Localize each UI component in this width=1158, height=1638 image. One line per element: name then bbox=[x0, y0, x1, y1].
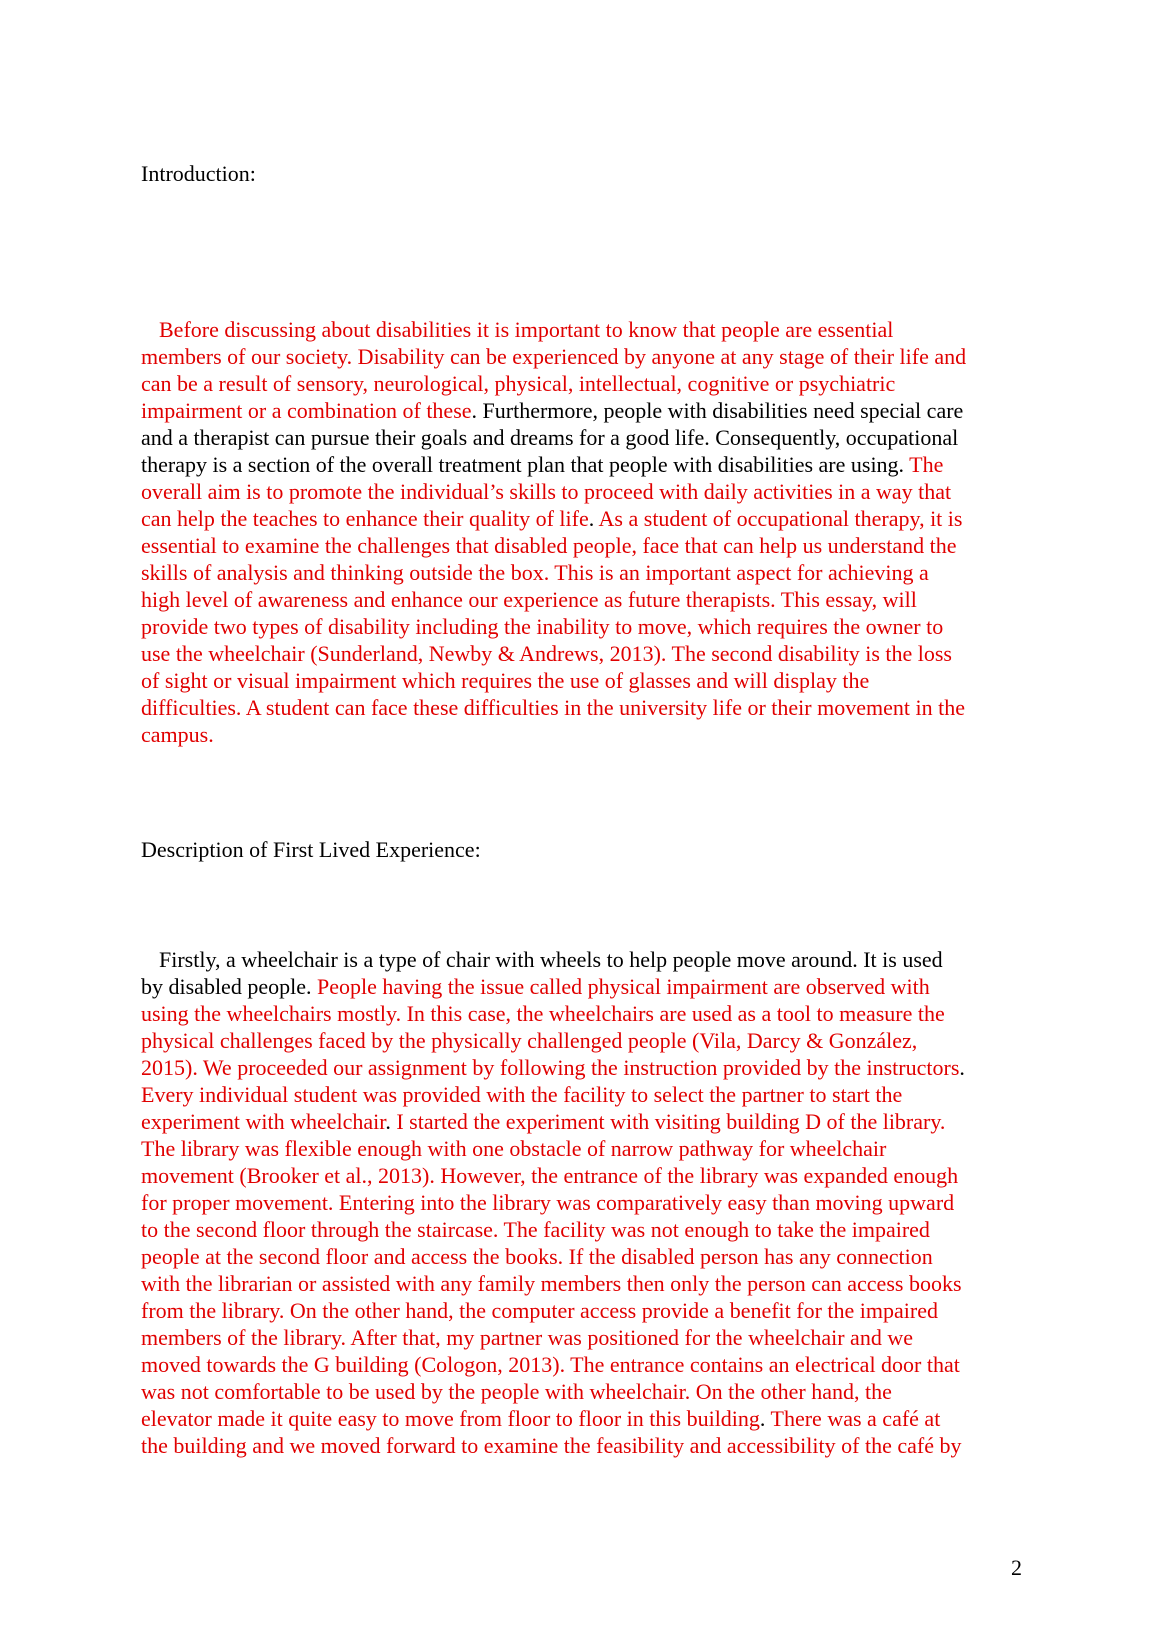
highlighted-text-run: Every individual student was provided with the facility to select the partner to start the bbox=[141, 1082, 903, 1107]
text-run: therapy is a section of the overall treatment plan that people with disabilities are using. bbox=[141, 452, 910, 477]
highlighted-text-run: for proper movement. Entering into the library was comparatively easy than moving upward bbox=[141, 1190, 955, 1215]
highlighted-text-run: moved towards the G building (Cologon, 2013). The entrance contains an electrical door that bbox=[141, 1352, 960, 1377]
highlighted-text-run: elevator made it quite easy to move from floor to floor in this building bbox=[141, 1406, 760, 1431]
highlighted-text-run: from the library. On the other hand, the computer access provide a benefit for the impaired bbox=[141, 1298, 938, 1323]
page-number: 2 bbox=[1011, 1555, 1022, 1580]
highlighted-text-run: using the wheelchairs mostly. In this case, the wheelchairs are used as a tool to measure the bbox=[141, 1001, 945, 1026]
highlighted-text-run: The library was flexible enough with one obstacle of narrow pathway for wheelchair bbox=[141, 1136, 887, 1161]
highlighted-text-run: provide two types of disability including the inability to move, which requires the owner to bbox=[141, 614, 944, 639]
highlighted-text-run: difficulties. A student can face these difficulties in the university life or their movement in the bbox=[141, 695, 965, 720]
highlighted-text-run: movement (Brooker et al., 2013). However, the entrance of the library was expanded enough bbox=[141, 1163, 959, 1188]
text-run: . bbox=[959, 1055, 965, 1080]
text-line bbox=[123, 1108, 1031, 1135]
text-line bbox=[123, 694, 1031, 721]
text-line bbox=[123, 1000, 1031, 1027]
highlighted-text-run: members of our society. Disability can be experienced by anyone at any stage of their life and bbox=[141, 344, 967, 369]
highlighted-text-run: high level of awareness and enhance our experience as future therapists. This essay, will bbox=[141, 587, 917, 612]
text-run: . bbox=[385, 1109, 397, 1134]
highlighted-text-run: There was a café at bbox=[770, 1406, 941, 1431]
highlighted-text-run: the building and we moved forward to examine the feasibility and accessibility of the café by bbox=[141, 1433, 962, 1458]
highlighted-text-run: essential to examine the challenges that disabled people, face that can help us understand the bbox=[141, 533, 957, 558]
text-run: by disabled people. bbox=[141, 974, 317, 999]
text-line bbox=[123, 640, 1031, 667]
text-run: and a therapist can pursue their goals and dreams for a good life. Consequently, occupational bbox=[141, 425, 959, 450]
text-line bbox=[123, 1405, 1031, 1432]
text-line bbox=[123, 1297, 1031, 1324]
highlighted-text-run: As a student of occupational therapy, it is bbox=[598, 506, 963, 531]
highlighted-text-run: use the wheelchair (Sunderland, Newby & Andrews, 2013). The second disability is the loss bbox=[141, 641, 952, 666]
highlighted-text-run: Before discussing about disabilities it is important to know that people are essential bbox=[159, 317, 894, 342]
text-line bbox=[123, 1081, 1031, 1108]
text-line bbox=[123, 613, 1031, 640]
text-line bbox=[123, 586, 1031, 613]
highlighted-text-run: can be a result of sensory, neurological, physical, intellectual, cognitive or psychiatric bbox=[141, 371, 896, 396]
highlighted-text-run: experiment with wheelchair bbox=[141, 1109, 386, 1134]
text-line bbox=[123, 1027, 1031, 1054]
highlighted-text-run: can help the teaches to enhance their quality of life bbox=[141, 506, 589, 531]
text-run: . bbox=[759, 1406, 771, 1431]
text-line bbox=[123, 343, 1031, 370]
text-line bbox=[123, 1189, 1031, 1216]
introduction-paragraph bbox=[141, 316, 1031, 748]
highlighted-text-run: People having the issue called physical impairment are observed with bbox=[316, 974, 930, 999]
highlighted-text-run: members of the library. After that, my partner was positioned for the wheelchair and we bbox=[141, 1325, 913, 1350]
text-line bbox=[123, 721, 1031, 748]
text-line bbox=[123, 478, 1031, 505]
text-line bbox=[123, 667, 1031, 694]
text-line bbox=[141, 316, 1031, 343]
text-line bbox=[141, 946, 1031, 973]
text-line bbox=[123, 559, 1031, 586]
text-line bbox=[123, 1216, 1031, 1243]
highlighted-text-run: campus. bbox=[141, 722, 214, 747]
highlighted-text-run: with the librarian or assisted with any family members then only the person can access books bbox=[141, 1271, 962, 1296]
text-line bbox=[123, 1162, 1031, 1189]
highlighted-text-run: people at the second floor and access the books. If the disabled person has any connection bbox=[141, 1244, 933, 1269]
text-line bbox=[123, 424, 1031, 451]
highlighted-text-run: skills of analysis and thinking outside the box. This is an important aspect for achieving a bbox=[141, 560, 929, 585]
text-line bbox=[123, 1351, 1031, 1378]
text-run: . bbox=[588, 506, 599, 531]
highlighted-text-run: I started the experiment with visiting building D of the library. bbox=[396, 1109, 946, 1134]
text-line bbox=[123, 1432, 1031, 1459]
highlighted-text-run: 2015). We proceeded our assignment by following the instruction provided by the instructors bbox=[141, 1055, 960, 1080]
highlighted-text-run: overall aim is to promote the individual’s skills to proceed with daily activities in a way that bbox=[141, 479, 952, 504]
text-line bbox=[123, 397, 1031, 424]
text-line bbox=[123, 1135, 1031, 1162]
highlighted-text-run: was not comfortable to be used by the people with wheelchair. On the other hand, the bbox=[141, 1379, 892, 1404]
highlighted-text-run: impairment or a combination of these bbox=[141, 398, 472, 423]
text-line bbox=[123, 1270, 1031, 1297]
text-line bbox=[123, 1054, 1031, 1081]
section-heading-first-lived-experience: Description of First Lived Experience: bbox=[141, 837, 481, 862]
text-line bbox=[123, 370, 1031, 397]
highlighted-text-run: to the second floor through the staircase. The facility was not enough to take the impaired bbox=[141, 1217, 930, 1242]
section-heading-introduction: Introduction: bbox=[141, 161, 256, 186]
text-line bbox=[123, 1378, 1031, 1405]
highlighted-text-run: The bbox=[909, 452, 944, 477]
text-line bbox=[123, 505, 1031, 532]
highlighted-text-run: physical challenges faced by the physically challenged people (Vila, Darcy & González, bbox=[141, 1028, 918, 1053]
text-run: . Furthermore, people with disabilities need special care bbox=[471, 398, 964, 423]
text-line bbox=[123, 973, 1031, 1000]
first-lived-experience-paragraph bbox=[141, 946, 1031, 1459]
text-line bbox=[123, 1324, 1031, 1351]
text-line bbox=[123, 451, 1031, 478]
text-line bbox=[123, 532, 1031, 559]
text-run: Firstly, a wheelchair is a type of chair with wheels to help people move around. It is used bbox=[159, 947, 943, 972]
highlighted-text-run: of sight or visual impairment which requires the use of glasses and will display the bbox=[141, 668, 870, 693]
text-line bbox=[123, 1243, 1031, 1270]
